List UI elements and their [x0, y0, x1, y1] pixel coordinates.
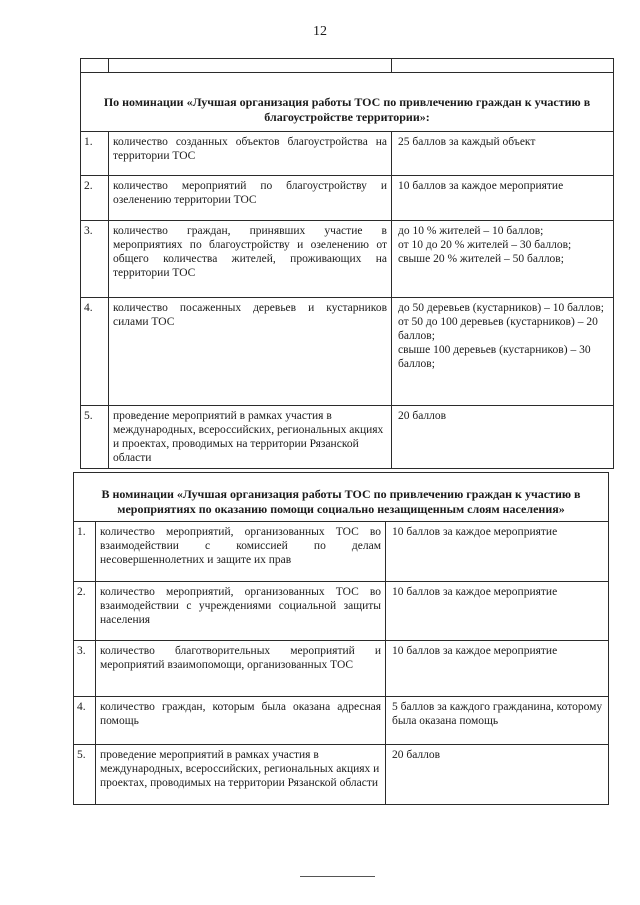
table-row: [74, 697, 609, 745]
row-number: 4.: [81, 298, 109, 406]
row-number: 1.: [74, 522, 96, 582]
row-number: 4.: [74, 697, 96, 745]
table-row: [74, 745, 609, 805]
section-heading-row: [81, 73, 614, 132]
score-cell: 20 баллов: [386, 745, 609, 805]
score-cell: 5 баллов за каждого гражданина, которому была оказана помощь: [386, 697, 609, 745]
row-number: 5.: [74, 745, 96, 805]
criterion-cell: количество мероприятий, организованных ТОС во взаимодействии с комиссией по делам несовершеннолетних и защите их прав: [96, 522, 386, 582]
criterion-cell: количество мероприятий по благоустройству и озеленению территории ТОС: [109, 176, 392, 221]
score-cell: 25 баллов за каждый объект: [392, 132, 614, 176]
row-number: 3.: [74, 641, 96, 697]
criteria-table-social-help: [73, 472, 609, 805]
score-cell: 10 баллов за каждое мероприятие: [392, 176, 614, 221]
table-row: [81, 132, 614, 176]
table-row: [74, 582, 609, 641]
row-number: 2.: [81, 176, 109, 221]
table-row: [81, 406, 614, 469]
criteria-table-landscaping: [80, 58, 614, 469]
footer-divider: [300, 876, 375, 877]
section-heading-row: [74, 473, 609, 522]
criterion-cell: количество посаженных деревьев и кустарников силами ТОС: [109, 298, 392, 406]
table-row: [74, 522, 609, 582]
criterion-cell: количество мероприятий, организованных ТОС во взаимодействии с учреждениями социальной защиты населения: [96, 582, 386, 641]
row-number: 1.: [81, 132, 109, 176]
score-cell: 20 баллов: [392, 406, 614, 469]
criterion-cell: проведение мероприятий в рамках участия в международных, всероссийских, региональных акциях и проектах, проводимых на территории Рязанской области: [96, 745, 386, 805]
criterion-cell: проведение мероприятий в рамках участия в международных, всероссийских, региональных акциях и проектах, проводимых на территории Рязанской области: [109, 406, 392, 469]
score-cell: до 10 % жителей – 10 баллов; от 10 до 20 % жителей – 30 баллов; свыше 20 % жителей – 50 баллов;: [392, 221, 614, 298]
table-row: [81, 298, 614, 406]
score-cell: 10 баллов за каждое мероприятие: [386, 582, 609, 641]
criterion-cell: количество созданных объектов благоустройства на территории ТОС: [109, 132, 392, 176]
score-cell: 10 баллов за каждое мероприятие: [386, 641, 609, 697]
criterion-cell: количество граждан, которым была оказана адресная помощь: [96, 697, 386, 745]
table-top-row: [81, 59, 614, 73]
criterion-cell: количество благотворительных мероприятий и мероприятий взаимопомощи, организованных ТОС: [96, 641, 386, 697]
table-row: [81, 176, 614, 221]
row-number: 2.: [74, 582, 96, 641]
score-cell: до 50 деревьев (кустарников) – 10 баллов; от 50 до 100 деревьев (кустарников) – 20 баллов; свыше 100 деревьев (кустарников) – 30 баллов;: [392, 298, 614, 406]
section-heading: В номинации «Лучшая организация работы ТОС по привлечению граждан к участию в мероприятиях по оказанию помощи социально незащищенным слоям населения»: [74, 473, 609, 522]
row-number: 5.: [81, 406, 109, 469]
row-number: 3.: [81, 221, 109, 298]
page-number: 12: [313, 24, 327, 39]
table-row: [74, 641, 609, 697]
table-row: [81, 221, 614, 298]
score-cell: 10 баллов за каждое мероприятие: [386, 522, 609, 582]
section-heading: По номинации «Лучшая организация работы ТОС по привлечению граждан к участию в благоустройстве территории»:: [81, 73, 614, 132]
criterion-cell: количество граждан, принявших участие в мероприятиях по благоустройству и озеленению от общего количества жителей, проживающих на территории ТОС: [109, 221, 392, 298]
